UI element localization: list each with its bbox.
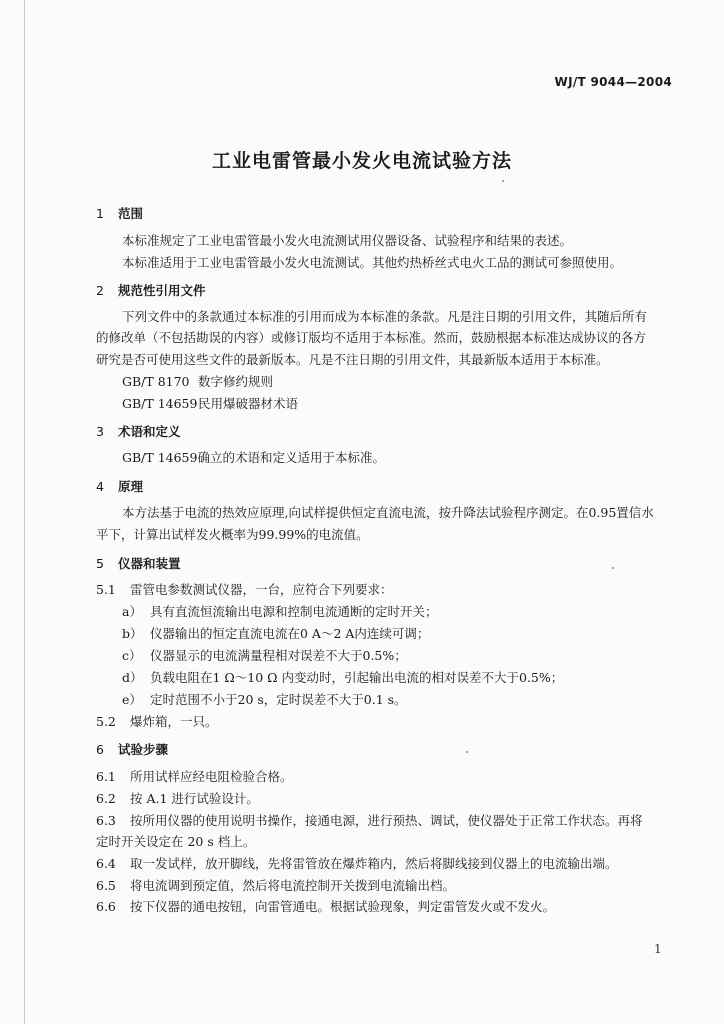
list-item [122,692,672,708]
paragraph: GB/T 14659确立的术语和定义适用于本标准。 [122,450,385,465]
clause-6-6 [96,899,672,915]
section-1-heading [96,206,672,222]
clause-text: 爆炸箱，一只。 [130,714,218,729]
section-title: 术语和定义 [118,424,181,439]
section-number: 2 [96,283,104,298]
list-text: 定时范围不小于20 s，定时误差不大于0.1 s。 [150,692,407,707]
paragraph: 本标准适用于工业电雷管最小发火电流测试。其他灼热桥丝式电火工品的测试可参照使用。 [122,255,623,270]
reference-name: 民用爆破器材术语 [198,396,299,411]
section-number: 4 [96,479,104,494]
paragraph-line: 本方法基于电流的热效应原理,向试样提供恒定直流电流，按升降法试验程序测定。在0.95置信水 [122,505,654,520]
list-item [122,670,672,686]
clause-5-1 [96,582,672,598]
list-label: e） [122,692,142,707]
clause-text: 按所用仪器的使用说明书操作，接通电源，进行预热、调试，使仪器处于正常工作状态。再将 [130,813,643,828]
clause-text: 雷管电参数测试仪器，一台，应符合下列要求： [130,582,393,597]
section-3-heading [96,424,672,440]
section-6-heading [96,742,672,758]
clause-number: 5.1 [96,582,116,597]
clause-text: 取一发试样，放开脚线，先将雷管放在爆炸箱内，然后将脚线接到仪器上的电流输出端。 [130,856,618,871]
section-number: 5 [96,556,104,571]
reference-item [122,374,672,390]
reference-code: GB/T 8170 [122,374,190,389]
clause-number: 6.5 [96,878,116,893]
paragraph-line: 的修改单（不包括勘误的内容）或修订版均不适用于本标准。然而，鼓励根据本标准达成协议的各方 [96,330,647,345]
list-label: a） [122,604,142,619]
section-number: 6 [96,742,104,757]
section-number: 1 [96,206,104,221]
paragraph-line: 平下，计算出试样发火概率为99.99%的电流值。 [96,527,369,542]
clause-number: 6.6 [96,899,116,914]
paragraph-line: 下列文件中的条款通过本标准的引用而成为本标准的条款。凡是注日期的引用文件，其随后所有 [122,309,648,324]
clause-5-2 [96,714,672,730]
clause-number: 6.4 [96,856,116,871]
paragraph-line: 研究是否可使用这些文件的最新版本。凡是不注日期的引用文件，其最新版本适用于本标准。 [96,352,609,367]
list-item [122,626,672,642]
section-number: 3 [96,424,104,439]
section-title: 仪器和装置 [118,556,181,571]
clause-text: 按 A.1 进行试验设计。 [130,791,259,806]
list-label: d） [122,670,143,685]
clause-6-5 [96,878,672,894]
clause-text: 将电流调到预定值，然后将电流控制开关拨到电流输出档。 [130,878,456,893]
clause-text: 按下仪器的通电按钮，向雷管通电。根据试验现象，判定雷管发火或不发火。 [130,899,556,914]
section-4-heading [96,479,672,495]
paragraph: 本标准规定了工业电雷管最小发火电流测试用仪器设备、试验程序和结果的表述。 [122,233,573,248]
section-5-heading [96,556,672,572]
list-item [122,604,672,620]
clause-text: 所用试样应经电阻检验合格。 [130,769,293,784]
clause-continuation: 定时开关设定在 20 s 档上。 [96,834,256,849]
section-title: 规范性引用文件 [118,283,206,298]
clause-number: 6.2 [96,791,116,806]
section-title: 原理 [118,479,144,494]
list-item [122,648,672,664]
list-text: 负载电阻在1 Ω～10 Ω 内变动时，引起输出电流的相对误差不大于0.5%； [150,670,564,685]
list-label: c） [122,648,142,663]
page-number: 1 [654,942,662,956]
list-text: 仪器显示的电流满量程相对误差不大于0.5%； [150,648,407,663]
section-title: 试验步骤 [118,742,169,757]
clause-6-1 [96,769,672,785]
clause-6-3 [96,813,672,829]
clause-number: 6.3 [96,813,116,828]
section-2-heading [96,283,672,299]
clause-6-4 [96,856,672,872]
reference-code: GB/T 14659 [122,396,198,411]
clause-6-2 [96,791,672,807]
list-text: 具有直流恒流输出电源和控制电流通断的定时开关； [150,604,438,619]
reference-item [122,396,672,412]
list-text: 仪器输出的恒定直流电流在0 A～2 A内连续可调； [150,626,430,641]
document-title: 工业电雷管最小发火电流试验方法 [211,150,512,172]
list-label: b） [122,626,143,641]
scan-speck [502,180,504,182]
clause-number: 6.1 [96,769,116,784]
section-title: 范围 [118,206,144,221]
clause-number: 5.2 [96,714,116,729]
standard-code: WJ/T 9044—2004 [554,75,672,89]
reference-name: 数字修约规则 [198,374,274,389]
